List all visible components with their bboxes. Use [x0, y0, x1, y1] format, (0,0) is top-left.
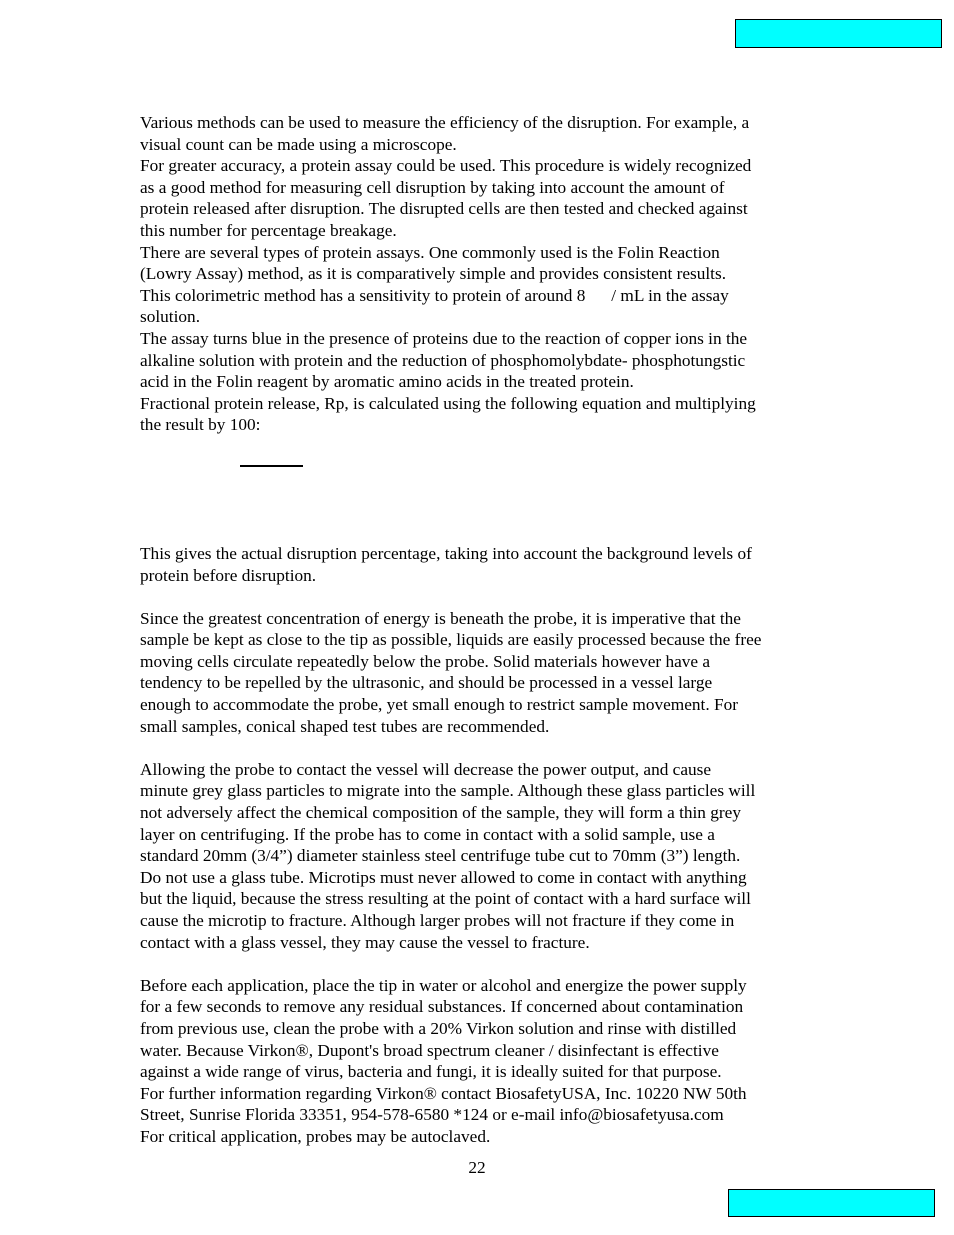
text-line: minute grey glass particles to migrate into the sample. Although these glass particles will — [140, 781, 756, 801]
text-line: small samples, conical shaped test tubes are recommended. — [140, 716, 550, 736]
text-line: The assay turns blue in the presence of proteins due to the reaction of copper ions in the — [140, 328, 748, 348]
text-line: solution. — [140, 307, 201, 327]
text-line: For further information regarding Virkon® contact BiosafetyUSA, Inc. 10220 NW 50th — [140, 1083, 747, 1103]
text-line: against a wide range of virus, bacteria and fungi, it is ideally suited for that purpose. — [140, 1062, 722, 1082]
top-highlight-box — [735, 19, 942, 48]
text-line: protein released after disruption. The disrupted cells are then tested and checked against — [140, 199, 748, 219]
text-line: water. Because Virkon®, Dupont's broad spectrum cleaner / disinfectant is effective — [140, 1040, 719, 1060]
text-line: alkaline solution with protein and the reduction of phosphomolybdate- phosphotungstic — [140, 350, 746, 370]
text-line: this number for percentage breakage. — [140, 220, 397, 240]
text-line: This colorimetric method has a sensitivity to protein of around 8 / mL in the assay — [140, 285, 729, 305]
text-line: tendency to be repelled by the ultrasonic, and should be processed in a vessel large — [140, 673, 713, 693]
text-line: moving cells circulate repeatedly below the probe. Solid materials however have a — [140, 651, 711, 671]
text-line: visual count can be made using a microscope. — [140, 134, 457, 154]
page-number: 22 — [468, 1158, 486, 1177]
text-line: contact with a glass vessel, they may cause the vessel to fracture. — [140, 932, 590, 952]
text-line: acid in the Folin reagent by aromatic amino acids in the treated protein. — [140, 372, 634, 392]
text-line: Street, Sunrise Florida 33351, 954-578-6580 *124 or e-mail info@biosafetyusa.com — [140, 1105, 724, 1125]
text-line: standard 20mm (3/4”) diameter stainless steel centrifuge tube cut to 70mm (3”) length. — [140, 846, 741, 866]
text-line: Allowing the probe to contact the vessel will decrease the power output, and cause — [140, 759, 712, 779]
text-line: from previous use, clean the probe with a 20% Virkon solution and rinse with distilled — [140, 1018, 737, 1038]
text-line: Do not use a glass tube. Microtips must never allowed to come in contact with anything — [140, 867, 747, 887]
text-line: as a good method for measuring cell disruption by taking into account the amount of — [140, 177, 725, 197]
text-line: cause the microtip to fracture. Although larger probes will not fracture if they come in — [140, 911, 735, 930]
fraction-bar — [240, 465, 303, 467]
equation-area — [140, 436, 820, 543]
bottom-highlight-box — [728, 1189, 935, 1217]
text-line: sample be kept as close to the tip as possible, liquids are easily processed because the free — [140, 630, 762, 650]
text-line: layer on centrifuging. If the probe has to come in contact with a solid sample, use a — [140, 824, 715, 844]
text-line: protein before disruption. — [140, 565, 317, 585]
text-line: Since the greatest concentration of energy is beneath the probe, it is imperative that the — [140, 608, 741, 628]
text-line: For greater accuracy, a protein assay could be used. This procedure is widely recognized — [140, 156, 752, 176]
text-line: There are several types of protein assays. One commonly used is the Folin Reaction — [140, 242, 720, 262]
text-line: For critical application, probes may be autoclaved. — [140, 1126, 491, 1146]
text-line: (Lowry Assay) method, as it is comparatively simple and provides consistent results. — [140, 264, 727, 284]
page-body — [140, 112, 820, 1148]
text-line: but the liquid, because the stress resulting at the point of contact with a hard surface will — [140, 889, 751, 909]
text-line: Fractional protein release, Rp, is calculated using the following equation and multiplying — [140, 393, 756, 413]
text-line: for a few seconds to remove any residual substances. If concerned about contamination — [140, 997, 744, 1017]
text-line: Before each application, place the tip in water or alcohol and energize the power supply — [140, 975, 747, 995]
text-line: Various methods can be used to measure the efficiency of the disruption. For example, a — [140, 113, 750, 132]
text-line: the result by 100: — [140, 415, 261, 435]
text-line: This gives the actual disruption percentage, taking into account the background levels of — [140, 543, 752, 563]
text-line: not adversely affect the chemical composition of the sample, they will form a thin grey — [140, 803, 741, 823]
text-line: enough to accommodate the probe, yet small enough to restrict sample movement. For — [140, 695, 738, 715]
